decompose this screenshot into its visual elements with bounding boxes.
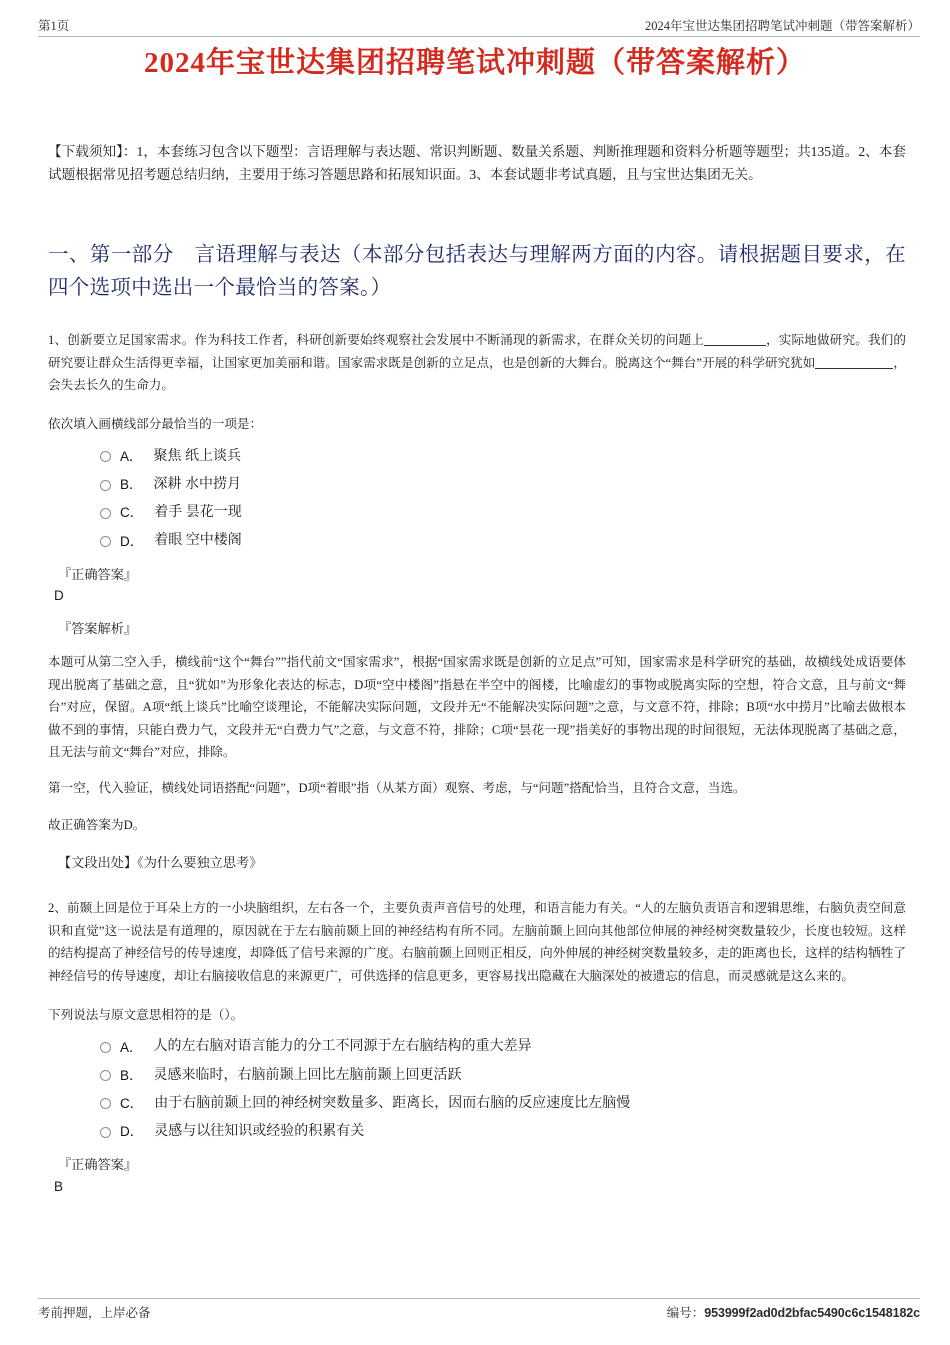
radio-button-icon[interactable] (100, 1042, 111, 1053)
option-text: 着眼 空中楼阁 (154, 533, 242, 549)
footer-code-value: 953999f2ad0d2bfac5490c6c1548182c (704, 1306, 920, 1320)
option-text: 聚焦 纸上谈兵 (153, 448, 242, 464)
fill-in-blank-2 (815, 368, 893, 369)
answer-analysis-paragraph: 第一空，代入验证，横线处词语搭配“问题”，D项“着眼”指（从某方面）观察、考虑，与“问题”搭配恰当，且符合文意，当选。 (48, 781, 746, 796)
option-letter: D． (120, 1124, 144, 1140)
question-prompt: 依次填入画横线部分最恰当的一项是： (48, 417, 263, 432)
answer-analysis-conclusion: 故正确答案为D。 (48, 817, 146, 832)
option-item[interactable] (48, 1067, 906, 1085)
page-header (38, 10, 920, 37)
option-item[interactable] (48, 532, 906, 550)
option-item[interactable] (48, 1095, 906, 1113)
option-letter: B． (120, 1067, 143, 1083)
option-item[interactable] (48, 1123, 906, 1141)
answer-analysis-label: 『答案解析』 (58, 620, 138, 636)
option-item[interactable] (48, 1038, 906, 1056)
question-block (48, 897, 906, 1197)
question-stem-part-3: ，会失去长久的生命力。 (48, 355, 906, 392)
option-text: 深耕 水中捞月 (153, 476, 242, 492)
option-text: 着手 昙花一现 (154, 505, 242, 521)
footer-code-label: 编号： (666, 1306, 705, 1320)
question-block (48, 329, 906, 873)
option-item[interactable] (48, 476, 906, 494)
radio-button-icon[interactable] (100, 1127, 111, 1138)
option-text: 由于右脑前颞上回的神经树突数量多、距离长，因而右脑的反应速度比左脑慢 (154, 1095, 631, 1111)
option-letter: C． (120, 505, 144, 521)
option-letter: D． (120, 533, 144, 549)
section-heading: 一、第一部分 言语理解与表达（本部分包括表达与理解两方面的内容。请根据题目要求，在四个选项中选出一个最恰当的答案。） (48, 243, 906, 299)
option-text: 灵感来临时，右脑前颞上回比左脑前颞上回更活跃 (153, 1067, 462, 1083)
radio-button-icon[interactable] (100, 451, 111, 462)
option-list (48, 448, 906, 551)
fill-in-blank-1 (704, 345, 766, 346)
radio-button-icon[interactable] (100, 536, 111, 547)
answer-analysis-paragraph: 本题可从第二空入手，横线前“这个“舞台””指代前文“国家需求”，根据“国家需求既是创新的立足点”可知，国家需求是科学研究的基础，故横线处成语要体现出脱离了基础之意，且“犹如”为形象化表达的标志，D项“空中楼阁”指悬在半空中的阁楼，比喻虚幻的事物或脱离实际的空想，符合文意，且与前文“舞台”对应，保留。A项“纸上谈兵”比喻空谈理论，不能解决实际问题，文段并无“不能解决实际问题”之意，与文意不符，排除；B项“水中捞月”比喻去做根本做不到的事情，只能白费力气，文段并无“白费力气”之意，与文意不符，排除；C项“昙花一现”指美好的事物出现的时间很短，无法体现脱离了基础之意，且无法与前文“舞台”对应，排除。 (48, 655, 906, 759)
option-letter: C． (120, 1096, 144, 1112)
question-prompt: 下列说法与原文意思相符的是（）。 (48, 1007, 244, 1022)
footer-slogan: 考前押题，上岸必备 (38, 1306, 151, 1320)
correct-answer-label: 『正确答案』 (58, 566, 138, 582)
option-letter: B． (120, 477, 143, 493)
page-title: 2024年宝世达集团招聘笔试冲刺题（带答案解析） (143, 47, 806, 79)
question-stem-part-2: ，实际地做研究。我们的研究要让群众生活得更幸福，让国家更加美丽和谐。国家需求既是创新的立足点，也是创新的大舞台。脱离这个“舞台”开展的科学研究犹如 (48, 333, 907, 370)
radio-button-icon[interactable] (100, 508, 111, 519)
question-stem-part-1: 1、创新要立足国家需求。作为科技工作者，科研创新要始终观察社会发展中不断涌现的新需求，在群众关切的问题上 (48, 333, 704, 348)
correct-answer-label: 『正确答案』 (58, 1157, 138, 1173)
option-letter: A． (120, 449, 143, 465)
page-number: 第1页 (38, 19, 70, 33)
radio-button-icon[interactable] (100, 1098, 111, 1109)
passage-source: 【文段出处】《为什么要独立思考》 (58, 855, 263, 871)
correct-answer-value: B (54, 1178, 64, 1194)
option-item[interactable] (48, 448, 906, 466)
document-content (48, 140, 906, 1197)
correct-answer-value: D (54, 587, 64, 603)
question-stem: 2、前颞上回是位于耳朵上方的一小块脑组织，左右各一个，主要负责声音信号的处理，和语言能力有关。“人的左脑负责语言和逻辑思维，右脑负责空间意识和直觉”这一说法是有道理的，原因就在于左右脑前颞上回的神经结构有所不同。左脑前颞上回向其他部位伸展的神经树突数量较少，长度也较短。这样的结构提高了神经信号的传导速度，却降低了信号来源的广度。右脑前颞上回则正相反，向外伸展的神经树突数量较多，走的距离也长，这样的结构牺牲了神经信号的传导速度，却让右脑接收信息的来源更广，可供选择的信息更多，更容易找出隐藏在大脑深处的被遗忘的信息，而灵感就是这么来的。 (48, 901, 906, 983)
option-list (48, 1038, 906, 1141)
option-text: 灵感与以往知识或经验的积累有关 (154, 1123, 365, 1139)
running-title: 2024年宝世达集团招聘笔试冲刺题（带答案解析） (644, 19, 920, 33)
page-footer (38, 1298, 920, 1327)
option-letter: A． (120, 1039, 143, 1055)
question-stem (48, 329, 906, 396)
option-item[interactable] (48, 504, 906, 522)
footer-code (667, 1303, 920, 1321)
download-notice: 【下载须知】：1，本套练习包含以下题型：言语理解与表达题、常识判断题、数量关系题、判断推理题和资料分析题等题型；共135道。2、本套试题根据常见招考题总结归纳，主要用于练习答题思路和拓展知识面。3、本套试题非考试真题，且与宝世达集团无关。 (48, 144, 906, 183)
option-text: 人的左右脑对语言能力的分工不同源于左右脑结构的重大差异 (153, 1039, 532, 1055)
radio-button-icon[interactable] (100, 480, 111, 491)
radio-button-icon[interactable] (100, 1070, 111, 1081)
